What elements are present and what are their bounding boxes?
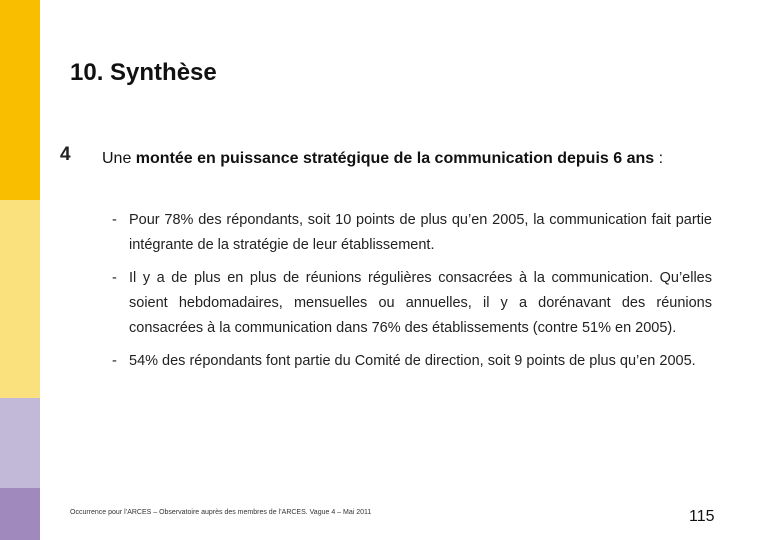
side-color-bar — [0, 0, 40, 540]
side-bar-yellow-segment — [0, 0, 40, 200]
bullet-list — [112, 208, 712, 382]
slide-title: 10. Synthèse — [70, 59, 217, 86]
bullet-text: 54% des répondants font partie du Comité de direction, soit 9 points de plus qu’en 2005. — [129, 353, 696, 369]
lead-text-start: Une — [102, 150, 136, 167]
bullet-dash: - — [112, 353, 117, 369]
lead-text-emphasis: montée en puissance stratégique de la communication depuis 6 ans — [135, 150, 655, 167]
bullet-item — [112, 208, 712, 258]
bullet-text: Pour 78% des répondants, soit 10 points de plus qu’en 2005, la communication fait partie intégrante de la stratégie de leur établissement. — [129, 212, 712, 253]
side-bar-purple-segment — [0, 488, 40, 540]
page-number: 115 — [689, 508, 715, 525]
lead-statement — [102, 146, 702, 172]
bullet-dash: - — [112, 212, 117, 228]
footer-note: Occurrence pour l’ARCES – Observatoire auprès des membres de l’ARCES. Vague 4 – Mai 2011 — [70, 509, 372, 516]
bullet-item — [112, 349, 712, 374]
side-bar-light-yellow-segment — [0, 200, 40, 398]
bullet-marker: 4 — [60, 144, 71, 165]
bullet-item — [112, 266, 712, 341]
bullet-dash: - — [112, 270, 117, 286]
side-bar-lavender-segment — [0, 398, 40, 488]
lead-text-end: : — [654, 150, 664, 167]
bullet-text: Il y a de plus en plus de réunions régulières consacrées à la communication. Qu’elles soient hebdomadaires, mensuelles ou annuelles, il y a dorénavant des réunions consacrées à la communication dans 76% des établissements (contre 51% en 2005). — [129, 270, 712, 336]
